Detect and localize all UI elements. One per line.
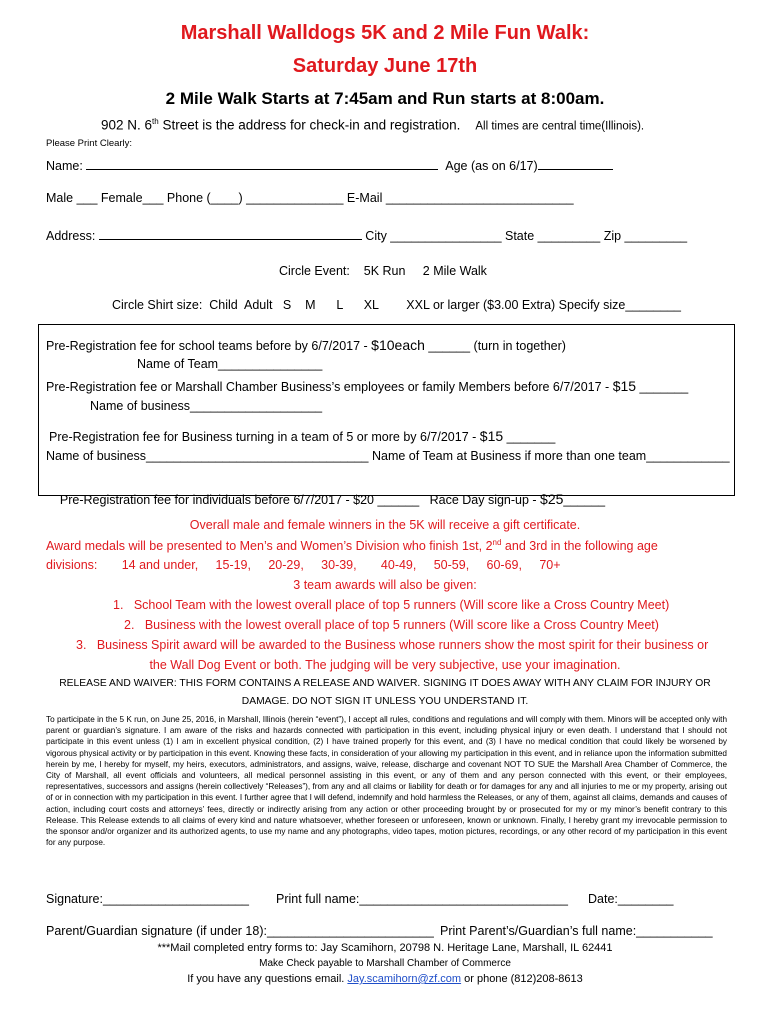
- team-awards-heading: 3 team awards will also be given:: [293, 578, 477, 592]
- fee-chamber-price: $15: [612, 378, 637, 394]
- email-link[interactable]: Jay.scamihorn@zf.com: [347, 973, 462, 985]
- print-name-field[interactable]: Print full name:______________________________: [276, 892, 568, 906]
- medals-text-b: and 3rd in the following age: [501, 539, 658, 554]
- age-field[interactable]: [538, 157, 613, 170]
- address-sup: th: [152, 117, 159, 126]
- circle-shirt-size[interactable]: Circle Shirt size: Child Adult S M L XL XXL or larger ($3.00 Extra) Specify size________: [112, 298, 681, 312]
- age-divisions: divisions: 14 and under, 15-19, 20-29, 30-39, 40-49, 50-59, 60-69, 70+: [46, 558, 561, 572]
- fee-chamber: [46, 378, 688, 394]
- fee-business-team-label: Pre-Registration fee for Business turning in a team of 5 or more by 6/7/2017 -: [49, 430, 480, 444]
- questions-contact: [0, 973, 770, 985]
- checkin-address: [101, 117, 644, 133]
- circle-event[interactable]: Circle Event: 5K Run 2 Mile Walk: [279, 264, 487, 278]
- fee-business-team-price: $15: [479, 428, 504, 444]
- name-field[interactable]: [86, 157, 438, 170]
- event-date: Saturday June 17th: [292, 55, 478, 77]
- team-award-3: 3. Business Spirit award will be awarded to the Business whose runners show the most spirit for their business or: [76, 638, 709, 652]
- fee-school-teams: [46, 337, 566, 353]
- fee-school-price: $10each: [371, 337, 425, 353]
- event-title: Marshall Walldogs 5K and 2 Mile Fun Walk:: [180, 22, 590, 44]
- team-award-2: 2. Business with the lowest overall place of top 5 runners (Will score like a Cross Country Meet): [124, 618, 659, 632]
- fee-school-label: Pre-Registration fee for school teams before by 6/7/2017 -: [46, 339, 372, 353]
- medals-text-a: Award medals will be presented to Men’s and Women’s Division who finish 1st, 2: [46, 539, 493, 554]
- fee-business-team: [49, 428, 555, 444]
- address-field[interactable]: [99, 227, 362, 240]
- mail-to: ***Mail completed entry forms to: Jay Scamihorn, 20798 N. Heritage Lane, Marshall, IL 62441: [157, 942, 613, 954]
- city-state-zip[interactable]: City ________________ State _________ Zip _________: [361, 229, 688, 243]
- team-award-1: 1. School Team with the lowest overall place of top 5 runners (Will score like a Cross Country Meet): [113, 598, 670, 612]
- fee-individuals-label: Pre-Registration fee for individuals before 6/7/2017 - $20 ______ Race Day sign-up -: [59, 493, 541, 507]
- race-day-price: $25: [540, 491, 564, 507]
- fee-individuals: [46, 477, 605, 521]
- timezone-note: All times are central time(Illinois).: [475, 120, 645, 133]
- check-payable: Make Check payable to Marshall Chamber of Commerce: [259, 958, 511, 969]
- name-label: Name:: [46, 159, 87, 173]
- team-name-field[interactable]: Name of Team_______________: [137, 357, 323, 371]
- gender-phone-email-row[interactable]: Male ___ Female___ Phone (____) ______________ E-Mail ___________________________: [46, 191, 574, 205]
- fee-school-after: ______ (turn in together): [424, 339, 566, 353]
- medals-sup: nd: [492, 538, 502, 547]
- questions-prefix: If you have any questions email.: [187, 973, 348, 985]
- waiver-text: To participate in the 5 K run, on June 25, 2016, in Marshall, Illinois (herein “event”), I accept all rules, conditions and regulations and will comply with them. Minors will be accepted only with parent or guardian’s signature. I am aware of the risks and hazards connected with participation in this event, including physical injury or even death. I understand that I should not participate in this event unless (1) I am in excellent physical condition, (2) I have trained properly for this event, and (3) I have no medical condition that could likely be worsened by vigorous physical activity or by participation in this event. Knowing these facts, in consideration of your allowing my participation in this event, and in reliance upon the information submitted herein by me, I hereby for myself, my heirs, executors, administrators, and assigns, waive, release, discharge and covenant NOT TO SUE the Marshall Area Chamber of Commerce, the City of Marshall, all event officials and volunteers, all medical personnel assisting in this event, or any of them and any person connected with this event, or their employees, representatives, successors and assigns (herein collectively “Releases”), from any and all claims or liability for death or for damages for any and all injuries to me or my property, arising out of or in connection with my participation in this event. I further agree that I will defend, indemnify and hold harmless the Releases, or any of them, against all claims, demands and causes of action, including court costs and attorneys’ fees, directly or indirectly arising from any action or other proceeding brought by or prosecuted for my or my minor’s benefit contrary to this Release. This Release extends to all claims of every kind and nature whatsoever, whether foreseen or unforeseen, known or unknown. Finally, I hereby grant my irrevocable permission to the sponsor and/or organizer and its authorized agents, to use my name and any photographs, video tapes, motion pictures, recordings, or any other record of my participation in this event for any purpose.: [46, 715, 727, 848]
- print-clearly-note: Please Print Clearly:: [46, 138, 133, 149]
- business-name-field[interactable]: Name of business___________________: [90, 399, 323, 413]
- signature-field[interactable]: Signature:_____________________: [46, 892, 249, 906]
- questions-suffix: or phone (812)208-8613: [461, 973, 583, 985]
- date-field[interactable]: Date:________: [588, 892, 674, 906]
- name-row: [46, 157, 613, 173]
- business-name-team-row[interactable]: Name of business________________________________ Name of Team at Business if more than one team____________: [46, 449, 730, 463]
- waiver-heading-2: DAMAGE. DO NOT SIGN IT UNLESS YOU UNDERSTAND IT.: [241, 696, 529, 707]
- guardian-signature-field[interactable]: Parent/Guardian signature (if under 18):________________________: [46, 924, 434, 938]
- team-award-3-cont: the Wall Dog Event or both. The judging will be very subjective, use your imagination.: [149, 658, 621, 672]
- address-label: Address:: [46, 229, 99, 243]
- race-day-after: ______: [563, 493, 606, 507]
- medals-note: [46, 538, 658, 553]
- address-prefix: 902 N. 6: [101, 117, 153, 133]
- guardian-print-name-field[interactable]: Print Parent’s/Guardian’s full name:___________: [440, 924, 713, 938]
- gift-certificate-note: Overall male and female winners in the 5K will receive a gift certificate.: [189, 518, 581, 532]
- fee-chamber-label: Pre-Registration fee or Marshall Chamber Business’s employees or family Members before 6/7/2017 -: [46, 380, 613, 394]
- fee-business-team-after: _______: [503, 430, 556, 444]
- fee-chamber-after: _______: [636, 380, 689, 394]
- waiver-heading-1: RELEASE AND WAIVER: THIS FORM CONTAINS A RELEASE AND WAIVER. SIGNING IT DOES AWAY WITH ANY CLAIM FOR INJURY OR: [59, 678, 711, 689]
- age-label: Age (as on 6/17): [445, 159, 538, 173]
- start-times: 2 Mile Walk Starts at 7:45am and Run starts at 8:00am.: [165, 89, 605, 108]
- address-row: [46, 227, 687, 243]
- address-suffix: Street is the address for check-in and registration.: [158, 117, 461, 133]
